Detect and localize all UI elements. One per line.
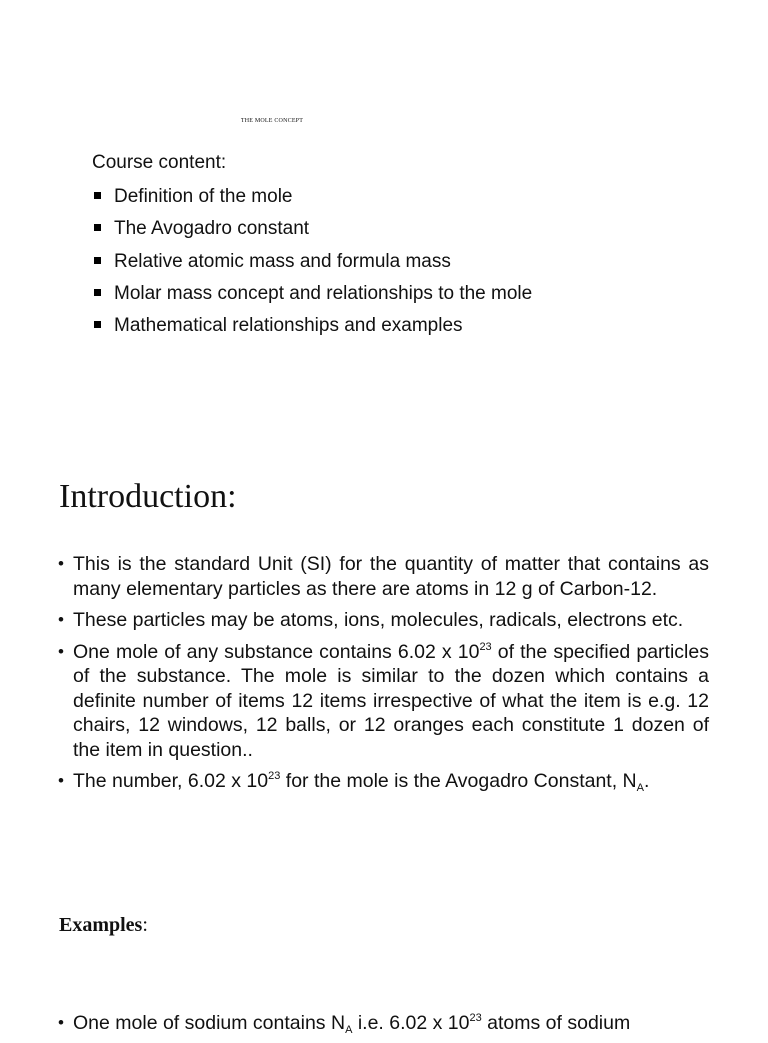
list-item [92,313,532,345]
paragraph-text: One mole of any substance contains 6.02 x 10 [73,640,480,663]
subscript: A [345,1024,353,1036]
square-bullet-icon [94,289,101,296]
square-bullet-icon [94,192,101,199]
list-item-label: The Avogadro constant [114,218,310,240]
list-item [57,552,709,601]
bullet-dot-icon: • [58,1013,64,1032]
examples-list [57,1011,709,1043]
paragraph-text: . [643,770,650,792]
list-item [57,769,709,794]
square-bullet-icon [94,257,101,264]
bullet-dot-icon: • [58,554,64,573]
introduction-list [57,552,709,801]
subscript: A [636,782,644,794]
list-item [57,608,709,633]
course-content-list [92,184,532,345]
exponent: 23 [469,1012,482,1024]
document-title: THE MOLE CONCEPT [240,118,304,124]
list-item-label: Molar mass concept and relationships to the mole [114,282,533,304]
paragraph-text: atoms of sodium [481,1012,631,1034]
exponent: 23 [479,640,492,653]
examples-heading [59,914,148,937]
paragraph-text: The number, 6.02 x 10 [73,770,269,792]
bullet-dot-icon: • [58,610,64,629]
paragraph-text: for the mole is the Avogadro Constant, N [280,770,637,792]
list-item-label: Definition of the mole [114,186,293,207]
paragraph-text: One mole of sodium contains N [73,1012,346,1034]
bullet-dot-icon: • [58,771,64,790]
list-item [92,249,532,281]
exponent: 23 [268,770,281,782]
list-item-label: Relative atomic mass and formula mass [114,250,451,272]
list-item [92,281,532,313]
list-item [57,1011,709,1036]
paragraph-text: i.e. 6.02 x 10 [352,1012,470,1034]
list-item-label: Mathematical relationships and examples [114,315,463,337]
paragraph-text: of the specified particles of the substance. The mole is similar to the dozen which contains a definite number of items 12 items irrespective of what the item is e.g. 12 chairs, 12 windows, 12 balls, or 12 oranges each constitute 1 dozen of the item in question.. [73,640,709,761]
list-item [57,640,709,763]
paragraph-text: These particles may be atoms, ions, molecules, radicals, electrons etc. [73,609,684,631]
square-bullet-icon [94,224,101,231]
course-content-heading: Course content: [92,152,227,173]
paragraph-text: This is the standard Unit (SI) for the quantity of matter that contains as many elementary particles as there are atoms in 12 g of Carbon-12. [73,553,709,600]
bullet-dot-icon: • [58,641,64,661]
list-item [92,216,532,248]
list-item [92,184,532,216]
examples-heading-label: Examples [59,914,143,936]
introduction-heading: Introduction: [59,478,237,515]
examples-heading-suffix: : [142,914,148,936]
square-bullet-icon [94,321,101,328]
